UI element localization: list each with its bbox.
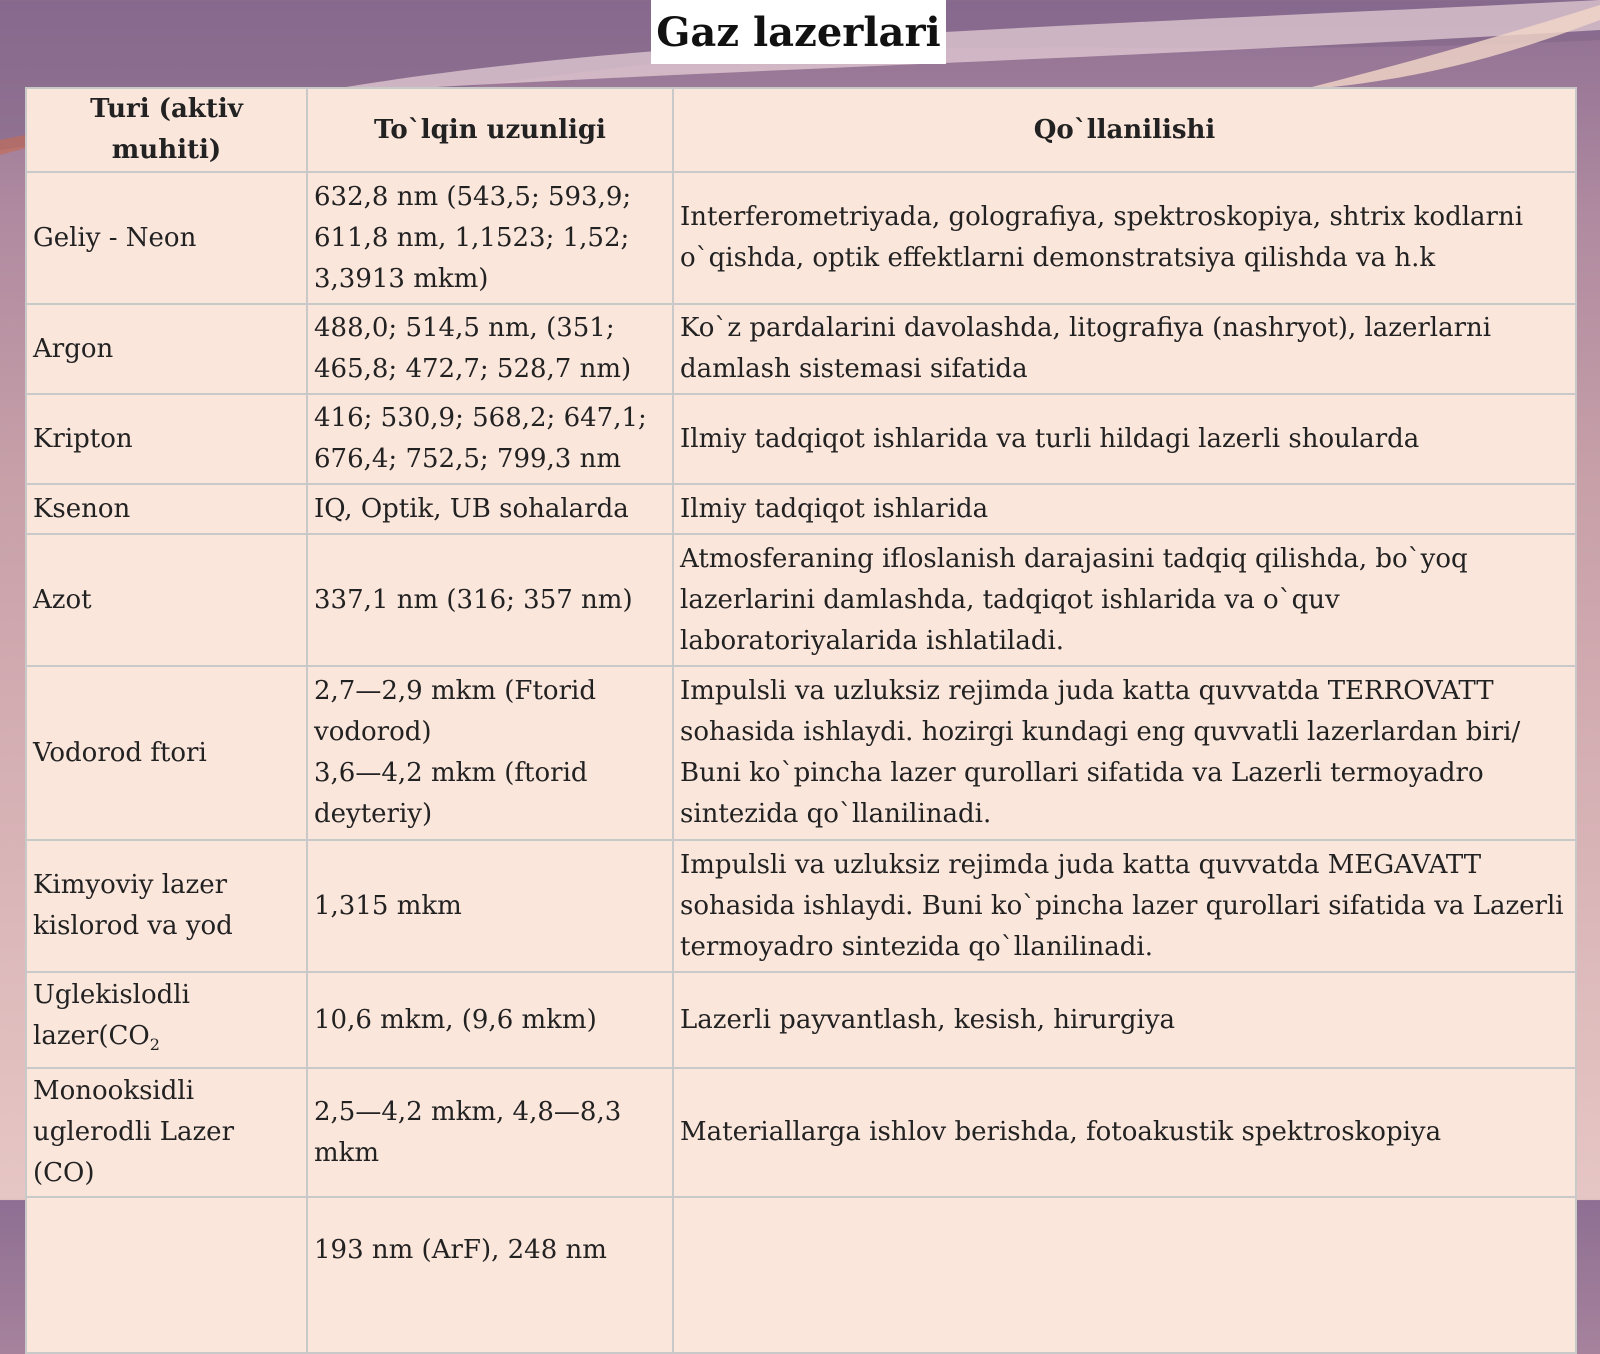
cell-application: Impulsli va uzluksiz rejimda juda katta quvvatda MEGAVATT sohasida ishlaydi. Buni ko`pincha lazer qurollari sifatida va Lazerli termoyadro sintezida qo`llanilinadi. <box>673 840 1576 972</box>
cell-type: Ksenon <box>26 484 307 534</box>
cell-application: Atmosferaning ifloslanish darajasini tadqiq qilishda, bo`yoq lazerlarini damlashda, tadqiqot ishlarida va o`quv laboratoriyalarida ishlatiladi. <box>673 534 1576 666</box>
cell-wavelength: 416; 530,9; 568,2; 647,1; 676,4; 752,5; 799,3 nm <box>307 394 673 484</box>
cell-application: Materiallarga ishlov berishda, fotoakustik spektroskopiya <box>673 1068 1576 1197</box>
cell-application: Ilmiy tadqiqot ishlarida va turli hildagi lazerli shoularda <box>673 394 1576 484</box>
cell-type: Azot <box>26 534 307 666</box>
table-header-row <box>26 88 1576 172</box>
cell-wavelength: 337,1 nm (316; 357 nm) <box>307 534 673 666</box>
cell-wavelength: 193 nm (ArF), 248 nm <box>307 1197 673 1353</box>
cell-application: Impulsli va uzluksiz rejimda juda katta quvvatda TERROVATT sohasida ishlaydi. hozirgi kundagi eng quvvatli lazerlardan biri/ Buni ko`pincha lazer qurollari sifatida va Lazerli termoyadro sintezida qo`llanilinadi. <box>673 666 1576 840</box>
cell-application: Interferometriyada, golografiya, spektroskopiya, shtrix kodlarni o`qishda, optik effektlarni demonstratsiya qilishda va h.k <box>673 172 1576 304</box>
table-row <box>26 840 1576 972</box>
cell-type-text: Uglekislodli lazer(CO <box>33 980 190 1051</box>
cell-type <box>26 972 307 1068</box>
table-row <box>26 534 1576 666</box>
cell-type: Vodorod ftori <box>26 666 307 840</box>
page-title: Gaz lazerlari <box>656 8 941 56</box>
subscript-2: 2 <box>149 1035 160 1055</box>
cell-type: Kimyoviy lazer kislorod va yod <box>26 840 307 972</box>
cell-wavelength: 2,5—4,2 mkm, 4,8—8,3 mkm <box>307 1068 673 1197</box>
table-row <box>26 394 1576 484</box>
table-row <box>26 172 1576 304</box>
table-row <box>26 1197 1576 1353</box>
gas-lasers-table <box>25 87 1577 1354</box>
cell-application <box>673 1197 1576 1353</box>
header-type: Turi (aktiv muhiti) <box>26 88 307 172</box>
cell-wavelength: IQ, Optik, UB sohalarda <box>307 484 673 534</box>
cell-wavelength: 2,7—2,9 mkm (Ftorid vodorod) 3,6—4,2 mkm (ftorid deyteriy) <box>307 666 673 840</box>
cell-application: Ilmiy tadqiqot ishlarida <box>673 484 1576 534</box>
cell-wavelength: 10,6 mkm, (9,6 mkm) <box>307 972 673 1068</box>
cell-application: Ko`z pardalarini davolashda, litografiya (nashryot), lazerlarni damlash sistemasi sifatida <box>673 304 1576 394</box>
cell-application: Lazerli payvantlash, kesish, hirurgiya <box>673 972 1576 1068</box>
cell-type: Argon <box>26 304 307 394</box>
table-row <box>26 1068 1576 1197</box>
cell-type <box>26 1197 307 1353</box>
cell-type: Kripton <box>26 394 307 484</box>
title-box <box>651 0 946 64</box>
header-wavelength: To`lqin uzunligi <box>307 88 673 172</box>
table-row <box>26 972 1576 1068</box>
cell-wavelength: 632,8 nm (543,5; 593,9; 611,8 nm, 1,1523; 1,52; 3,3913 mkm) <box>307 172 673 304</box>
header-application: Qo`llanilishi <box>673 88 1576 172</box>
cell-type: Geliy - Neon <box>26 172 307 304</box>
table-row <box>26 484 1576 534</box>
cell-wavelength: 1,315 mkm <box>307 840 673 972</box>
cell-wavelength: 488,0; 514,5 nm, (351; 465,8; 472,7; 528,7 nm) <box>307 304 673 394</box>
table-row <box>26 304 1576 394</box>
cell-type: Monooksidli uglerodli Lazer (CO) <box>26 1068 307 1197</box>
table-row <box>26 666 1576 840</box>
